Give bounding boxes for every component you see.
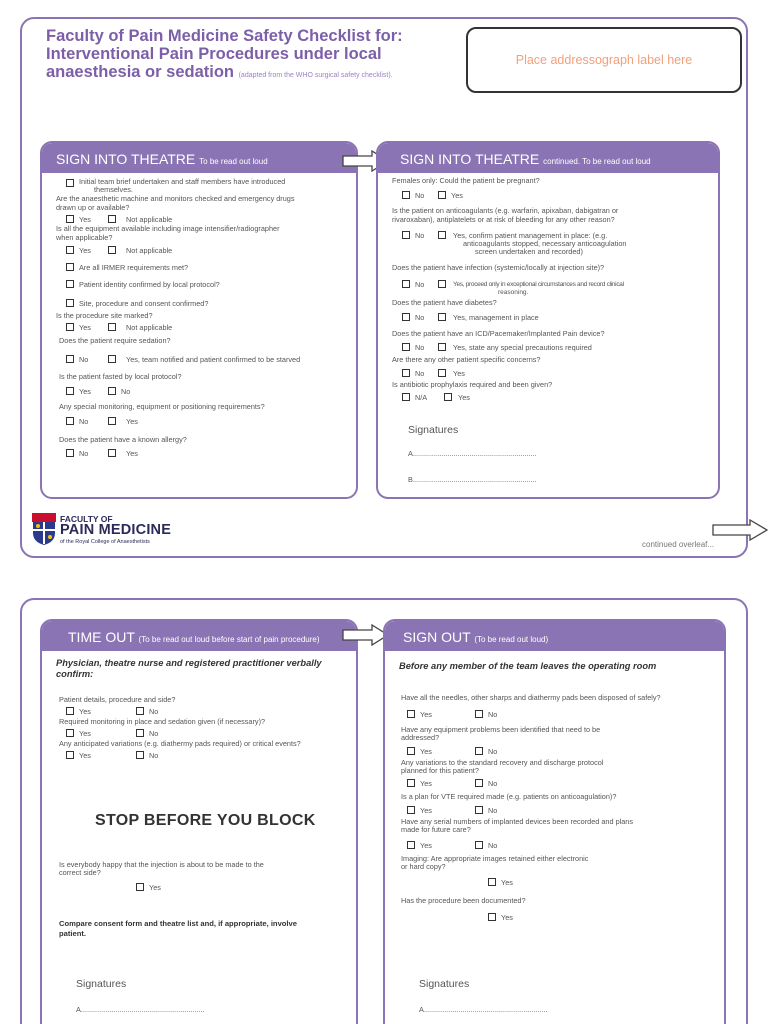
allergy-no-label: No xyxy=(79,449,89,458)
recovery-variations-yes-checkbox[interactable] xyxy=(407,779,415,787)
irmer-checkbox[interactable] xyxy=(66,263,74,271)
equipment-problems-no-label: No xyxy=(488,747,498,756)
equipment-question-2: when applicable? xyxy=(56,233,113,242)
needles-question: Have all the needles, other sharps and diathermy pads been disposed of safely? xyxy=(401,693,661,702)
diabetes-question: Does the patient have diabetes? xyxy=(392,298,497,307)
sedation-yes-label: Yes, team notified and patient confirmed to be starved xyxy=(126,355,301,364)
faculty-logo xyxy=(32,513,232,549)
addressograph-label: Place addressograph label here xyxy=(515,53,693,67)
site-marked-na-label: Not applicable xyxy=(126,323,173,332)
machine-question-2: drawn up or available? xyxy=(56,203,130,212)
infection-yes-label-2: reasoning. xyxy=(498,289,529,296)
monitoring-no-checkbox[interactable] xyxy=(66,417,74,425)
time-out-monitoring-yes-label: Yes xyxy=(79,729,91,738)
anticoag-question-2: rivaroxaban), antiplatelets or at risk of bleeding for any other reason? xyxy=(392,215,615,224)
monitoring-no-label: No xyxy=(79,417,89,426)
time-out-note: (To be read out loud before start of pain procedure) xyxy=(138,635,320,644)
machine-yes-label: Yes xyxy=(79,215,91,224)
compare-note: Compare consent form and theatre list and, if appropriate, involve xyxy=(59,919,297,928)
sign-in-continued-panel xyxy=(376,141,720,499)
fasted-question: Is the patient fasted by local protocol? xyxy=(59,372,182,381)
concerns-yes-label: Yes xyxy=(453,369,465,378)
infection-yes-label: Yes, proceed only in exceptional circumstances and record clinical xyxy=(453,281,624,288)
serial-yes-checkbox[interactable] xyxy=(407,841,415,849)
documented-question: Has the procedure been documented? xyxy=(401,896,526,905)
title-line-2: Interventional Pain Procedures under local xyxy=(46,45,382,63)
sign-in-title: SIGN INTO THEATRE xyxy=(56,151,196,167)
machine-yes-checkbox[interactable] xyxy=(66,215,74,223)
title-line-3: anaesthesia or sedation xyxy=(46,63,234,81)
equipment-problems-yes-checkbox[interactable] xyxy=(407,747,415,755)
continued-overleaf: continued overleaf... xyxy=(642,540,715,549)
diabetes-yes-label: Yes, management in place xyxy=(453,313,539,322)
fasted-no-checkbox[interactable] xyxy=(108,387,116,395)
documented-yes-checkbox[interactable] xyxy=(488,913,496,921)
icd-no-label: No xyxy=(415,343,425,352)
diabetes-no-label: No xyxy=(415,313,425,322)
details-no-checkbox[interactable] xyxy=(136,707,144,715)
anticoag-yes-checkbox[interactable] xyxy=(438,231,446,239)
equipment-problems-yes-label: Yes xyxy=(420,747,432,756)
infection-no-label: No xyxy=(415,280,425,289)
title-note: (adapted from the WHO surgical safety checklist). xyxy=(238,72,393,79)
needles-yes-checkbox[interactable] xyxy=(407,710,415,718)
site-marked-na-checkbox[interactable] xyxy=(108,323,116,331)
equipment-problems-question-2: addressed? xyxy=(401,733,440,742)
concerns-question: Are there any other patient specific concerns? xyxy=(392,355,541,364)
continued-arrow-icon xyxy=(712,519,768,541)
details-yes-label: Yes xyxy=(79,707,91,716)
compare-note-2: patient. xyxy=(59,929,87,938)
time-out-signature-a-line[interactable]: A............................................................. xyxy=(76,1005,205,1014)
sign-in-note: To be read out loud xyxy=(199,157,268,166)
antibiotic-yes-label: Yes xyxy=(458,393,470,402)
vte-yes-label: Yes xyxy=(420,806,432,815)
icd-no-checkbox[interactable] xyxy=(402,343,410,351)
documented-yes-label: Yes xyxy=(501,913,513,922)
happy-question: Is everybody happy that the injection is about to be made to the xyxy=(59,860,264,869)
time-out-variations-question: Any anticipated variations (e.g. diathermy pads required) or critical events? xyxy=(59,739,301,748)
imaging-yes-label: Yes xyxy=(501,878,513,887)
sedation-no-checkbox[interactable] xyxy=(66,355,74,363)
sign-out-note: (To be read out loud) xyxy=(474,635,549,644)
identity-label: Patient identity confirmed by local protocol? xyxy=(79,280,220,289)
equipment-question: Is all the equipment available including image intensifier/radiographer xyxy=(56,224,280,233)
machine-na-checkbox[interactable] xyxy=(108,215,116,223)
allergy-yes-checkbox[interactable] xyxy=(108,449,116,457)
machine-question: Are the anaesthetic machine and monitors checked and emergency drugs xyxy=(56,194,295,203)
happy-yes-label: Yes xyxy=(149,883,161,892)
fasted-yes-checkbox[interactable] xyxy=(66,387,74,395)
sign-out-signature-a-line[interactable]: A............................................................. xyxy=(419,1005,548,1014)
sign-out-title: SIGN OUT xyxy=(403,629,471,645)
time-out-title: TIME OUT xyxy=(68,629,135,645)
monitoring-question: Any special monitoring, equipment or positioning requirements? xyxy=(59,402,265,411)
needles-no-label: No xyxy=(488,710,498,719)
document-title xyxy=(46,27,436,85)
machine-na-label: Not applicable xyxy=(126,215,173,224)
equipment-yes-checkbox[interactable] xyxy=(66,246,74,254)
sign-out-intro: Before any member of the team leaves the operating room xyxy=(399,661,657,671)
needles-no-checkbox[interactable] xyxy=(475,710,483,718)
concerns-no-label: No xyxy=(415,369,425,378)
time-out-variations-yes-checkbox[interactable] xyxy=(66,751,74,759)
happy-question-2: correct side? xyxy=(59,868,101,877)
icd-yes-label: Yes, state any special precautions required xyxy=(453,343,592,352)
happy-yes-checkbox[interactable] xyxy=(136,883,144,891)
icd-question: Does the patient have an ICD/Pacemaker/Implanted Pain device? xyxy=(392,329,605,338)
identity-checkbox[interactable] xyxy=(66,280,74,288)
icd-yes-checkbox[interactable] xyxy=(438,343,446,351)
allergy-yes-label: Yes xyxy=(126,449,138,458)
title-line-1: Faculty of Pain Medicine Safety Checklist for: xyxy=(46,27,403,45)
anticoag-yes-label-2: anticoagulants stopped, necessary anticoagulation xyxy=(463,239,627,248)
recovery-variations-no-label: No xyxy=(488,779,498,788)
allergy-question: Does the patient have a known allergy? xyxy=(59,435,187,444)
antibiotic-question: Is antibiotic prophylaxis required and been given? xyxy=(392,380,553,389)
sign-in-header xyxy=(42,143,356,173)
serial-question-2: made for future care? xyxy=(401,825,471,834)
imaging-yes-checkbox[interactable] xyxy=(488,878,496,886)
anticoag-yes-label: Yes, confirm patient management in place: (e.g. xyxy=(453,231,608,240)
equipment-na-checkbox[interactable] xyxy=(108,246,116,254)
brief-label-2: themselves. xyxy=(94,185,133,194)
vte-yes-checkbox[interactable] xyxy=(407,806,415,814)
sign-out-panel xyxy=(383,619,726,1024)
signature-a-line[interactable]: A............................................................. xyxy=(408,449,537,458)
sign-in-continued-note: continued. To be read out loud xyxy=(543,157,651,166)
anticoag-no-checkbox[interactable] xyxy=(402,231,410,239)
sign-out-header xyxy=(385,621,724,651)
serial-no-label: No xyxy=(488,841,498,850)
pregnant-yes-checkbox[interactable] xyxy=(438,191,446,199)
addressograph-box[interactable] xyxy=(466,27,742,93)
concerns-no-checkbox[interactable] xyxy=(402,369,410,377)
time-out-monitoring-question: Required monitoring in place and sedation given (if necessary)? xyxy=(59,717,266,726)
pregnant-no-label: No xyxy=(415,191,425,200)
details-question: Patient details, procedure and side? xyxy=(59,695,176,704)
pregnant-no-checkbox[interactable] xyxy=(402,191,410,199)
sedation-yes-checkbox[interactable] xyxy=(108,355,116,363)
crest-icon xyxy=(32,513,56,545)
time-out-intro-2: confirm: xyxy=(56,669,94,679)
concerns-yes-checkbox[interactable] xyxy=(438,369,446,377)
time-out-intro: Physician, theatre nurse and registered practitioner verbally xyxy=(56,658,322,668)
fasted-no-label: No xyxy=(121,387,131,396)
antibiotic-yes-checkbox[interactable] xyxy=(444,393,452,401)
serial-question: Have any serial numbers of implanted devices been recorded and plans xyxy=(401,817,634,826)
site-marked-yes-label: Yes xyxy=(79,323,91,332)
diabetes-no-checkbox[interactable] xyxy=(402,313,410,321)
signatures-label: Signatures xyxy=(408,424,459,436)
infection-question: Does the patient have infection (systemic/locally at injection site)? xyxy=(392,263,605,272)
diabetes-yes-checkbox[interactable] xyxy=(438,313,446,321)
vte-question: Is a plan for VTE required made (e.g. patients on anticoagulation)? xyxy=(401,792,617,801)
infection-no-checkbox[interactable] xyxy=(402,280,410,288)
title-line-3-wrap xyxy=(46,63,436,85)
irmer-label: Are all IRMER requirements met? xyxy=(79,263,189,272)
allergy-no-checkbox[interactable] xyxy=(66,449,74,457)
site-marked-question: Is the procedure site marked? xyxy=(56,311,153,320)
anticoag-yes-label-3: screen undertaken and recorded) xyxy=(475,247,583,256)
time-out-monitoring-no-label: No xyxy=(149,729,159,738)
serial-yes-label: Yes xyxy=(420,841,432,850)
recovery-variations-no-checkbox[interactable] xyxy=(475,779,483,787)
needles-yes-label: Yes xyxy=(420,710,432,719)
anticoag-question: Is the patient on anticoagulants (e.g. warfarin, apixaban, dabigatran or xyxy=(392,206,619,215)
imaging-question-2: or hard copy? xyxy=(401,862,446,871)
equipment-na-label: Not applicable xyxy=(126,246,173,255)
sedation-question: Does the patient require sedation? xyxy=(59,336,171,345)
pregnant-question: Females only: Could the patient be pregnant? xyxy=(392,176,540,185)
brief-label: Initial team brief undertaken and staff members have introduced xyxy=(79,177,286,186)
recovery-variations-yes-label: Yes xyxy=(420,779,432,788)
sign-in-panel xyxy=(40,141,358,499)
anticoag-no-label: No xyxy=(415,231,425,240)
sign-in-continued-header xyxy=(378,143,718,173)
equipment-problems-no-checkbox[interactable] xyxy=(475,747,483,755)
imaging-question: Imaging: Are appropriate images retained either electronic xyxy=(401,854,589,863)
time-out-panel xyxy=(40,619,358,1024)
site-marked-yes-checkbox[interactable] xyxy=(66,323,74,331)
time-out-variations-no-label: No xyxy=(149,751,159,760)
equipment-yes-label: Yes xyxy=(79,246,91,255)
time-out-header xyxy=(42,621,356,651)
recovery-variations-question: Any variations to the standard recovery and discharge protocol xyxy=(401,758,604,767)
time-out-signatures-label: Signatures xyxy=(76,978,127,990)
brief-checkbox[interactable] xyxy=(66,179,74,187)
stop-before-you-block: STOP BEFORE YOU BLOCK xyxy=(95,812,316,829)
time-out-variations-no-checkbox[interactable] xyxy=(136,751,144,759)
vte-no-label: No xyxy=(488,806,498,815)
antibiotic-na-checkbox[interactable] xyxy=(402,393,410,401)
monitoring-yes-checkbox[interactable] xyxy=(108,417,116,425)
site-label: Site, procedure and consent confirmed? xyxy=(79,299,209,308)
vte-no-checkbox[interactable] xyxy=(475,806,483,814)
signature-b-line[interactable]: B............................................................. xyxy=(408,475,537,484)
equipment-problems-question: Have any equipment problems been identified that need to be xyxy=(401,725,601,734)
details-yes-checkbox[interactable] xyxy=(66,707,74,715)
sign-out-signatures-label: Signatures xyxy=(419,978,470,990)
time-out-variations-yes-label: Yes xyxy=(79,751,91,760)
fasted-yes-label: Yes xyxy=(79,387,91,396)
site-checkbox[interactable] xyxy=(66,299,74,307)
serial-no-checkbox[interactable] xyxy=(475,841,483,849)
sedation-no-label: No xyxy=(79,355,89,364)
logo-line-2: PAIN MEDICINE xyxy=(60,522,172,538)
antibiotic-na-label: N/A xyxy=(415,393,428,402)
time-out-monitoring-no-checkbox[interactable] xyxy=(136,729,144,737)
logo-line-3: of the Royal College of Anaesthetists xyxy=(60,539,150,545)
recovery-variations-question-2: planned for this patient? xyxy=(401,766,479,775)
time-out-monitoring-yes-checkbox[interactable] xyxy=(66,729,74,737)
infection-yes-checkbox[interactable] xyxy=(438,280,446,288)
details-no-label: No xyxy=(149,707,159,716)
pregnant-yes-label: Yes xyxy=(451,191,463,200)
monitoring-yes-label: Yes xyxy=(126,417,138,426)
sign-in-continued-title: SIGN INTO THEATRE xyxy=(400,151,540,167)
logo-line-1: FACULTY OF xyxy=(60,514,113,524)
